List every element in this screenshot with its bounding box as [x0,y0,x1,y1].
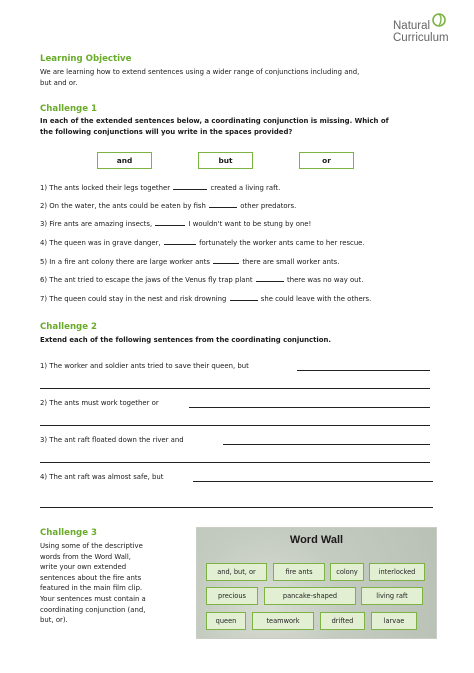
challenge-1-title: Challenge 1 [40,104,98,114]
challenge-3-line-8: but, or). [40,616,68,625]
challenge-1-sentence-3 [40,218,311,229]
writing-line[interactable] [297,370,430,371]
word-tag: pancake-shaped [264,587,356,605]
writing-line[interactable] [40,388,430,389]
challenge-3-line-5: featured in the main film clip. [40,584,143,593]
sentence-4-before: 4) The queen was in grave danger, [40,239,161,247]
leaf-icon [431,12,447,28]
sentence-1-before: 1) The ants locked their legs together [40,184,171,192]
challenge-1-sentence-4 [40,237,365,248]
word-tag: larvae [371,612,417,630]
challenge-1-sentence-5 [40,256,339,267]
sentence-6-before: 6) The ant tried to escape the jaws of the Venus fly trap plant [40,276,253,284]
word-tag: and, but, or [206,563,267,581]
answer-blank[interactable] [155,218,185,226]
answer-blank[interactable] [230,293,258,301]
challenge-3-line-4: sentences about the fire ants [40,573,142,582]
word-tag: teamwork [252,612,314,630]
challenge-1-sentence-7 [40,293,371,304]
word-tag: fire ants [273,563,325,581]
conjunction-box-and: and [97,152,152,169]
challenge-2-sentence-2: 2) The ants must work together or [40,399,159,407]
challenge-3-line-1: Using some of the descriptive [40,542,143,550]
conjunction-box-or: or [299,152,354,169]
challenge-1-sentence-6 [40,274,363,285]
challenge-2-instruction: Extend each of the following sentences from the coordinating conjunction. [40,336,332,344]
sentence-2-before: 2) On the water, the ants could be eaten by fish [40,202,206,210]
word-wall [196,527,437,639]
answer-blank[interactable] [173,182,207,190]
writing-line[interactable] [40,462,430,463]
challenge-1-instruction [40,116,440,138]
challenge-1-instruction-line-1: In each of the extended sentences below, a coordinating conjunction is missing. Which of [40,117,389,125]
challenge-1-sentence-2 [40,200,296,211]
word-tag: drifted [320,612,365,630]
word-wall-title: Word Wall [289,534,344,546]
sentence-1-after: created a living raft. [210,184,281,192]
writing-line[interactable] [40,507,433,508]
sentence-4-after: fortunately the worker ants came to her rescue. [199,239,365,247]
answer-blank[interactable] [209,200,237,208]
word-tag: interlocked [369,563,425,581]
answer-blank[interactable] [256,274,284,282]
writing-line[interactable] [189,407,430,408]
challenge-3-text [40,541,190,626]
word-tag: precious [206,587,258,605]
word-tag: queen [206,612,246,630]
challenge-3-line-6: Your sentences must contain a [40,594,146,603]
logo-line-1: Natural [393,20,431,32]
challenge-3-line-3: write your own extended [40,563,127,572]
challenge-1-sentence-1 [40,182,280,193]
answer-blank[interactable] [213,256,239,264]
natural-curriculum-logo [391,12,463,48]
challenge-2-title: Challenge 2 [40,322,98,332]
challenge-3-line-2: words from the Word Wall, [40,552,131,561]
challenge-2-sentence-3: 3) The ant raft floated down the river and [40,436,184,444]
sentence-7-after: she could leave with the others. [260,295,372,303]
challenge-3-title: Challenge 3 [40,528,98,538]
answer-blank[interactable] [164,237,196,245]
challenge-3-line-7: coordinating conjunction (and, [40,605,146,614]
sentence-3-after: I wouldn't want to be stung by one! [188,220,312,228]
logo-line-2: Curriculum [393,32,449,44]
writing-line[interactable] [223,444,430,445]
sentence-5-before: 5) In a fire ant colony there are large worker ants [40,258,210,266]
writing-line[interactable] [193,481,433,482]
sentence-6-after: there was no way out. [287,276,364,284]
challenge-2-sentence-1: 1) The worker and soldier ants tried to save their queen, but [40,362,249,370]
learning-objective-line-1: We are learning how to extend sentences using a wider range of conjunctions including and, [40,68,360,76]
sentence-5-after: there are small worker ants. [242,258,340,266]
challenge-2-sentence-4: 4) The ant raft was almost safe, but [40,473,164,481]
writing-line[interactable] [40,425,430,426]
sentence-3-before: 3) Fire ants are amazing insects, [40,220,153,228]
word-tag: colony [330,563,364,581]
sentence-7-before: 7) The queen could stay in the nest and risk drowning [40,295,227,303]
conjunction-box-but: but [198,152,253,169]
word-tag: living raft [361,587,423,605]
challenge-1-instruction-line-2: the following conjunctions will you write in the spaces provided? [40,128,293,136]
learning-objective-title: Learning Objective [40,54,132,64]
sentence-2-after: other predators. [240,202,297,210]
learning-objective-line-2: but and or. [40,79,78,87]
learning-objective-text [40,67,440,89]
